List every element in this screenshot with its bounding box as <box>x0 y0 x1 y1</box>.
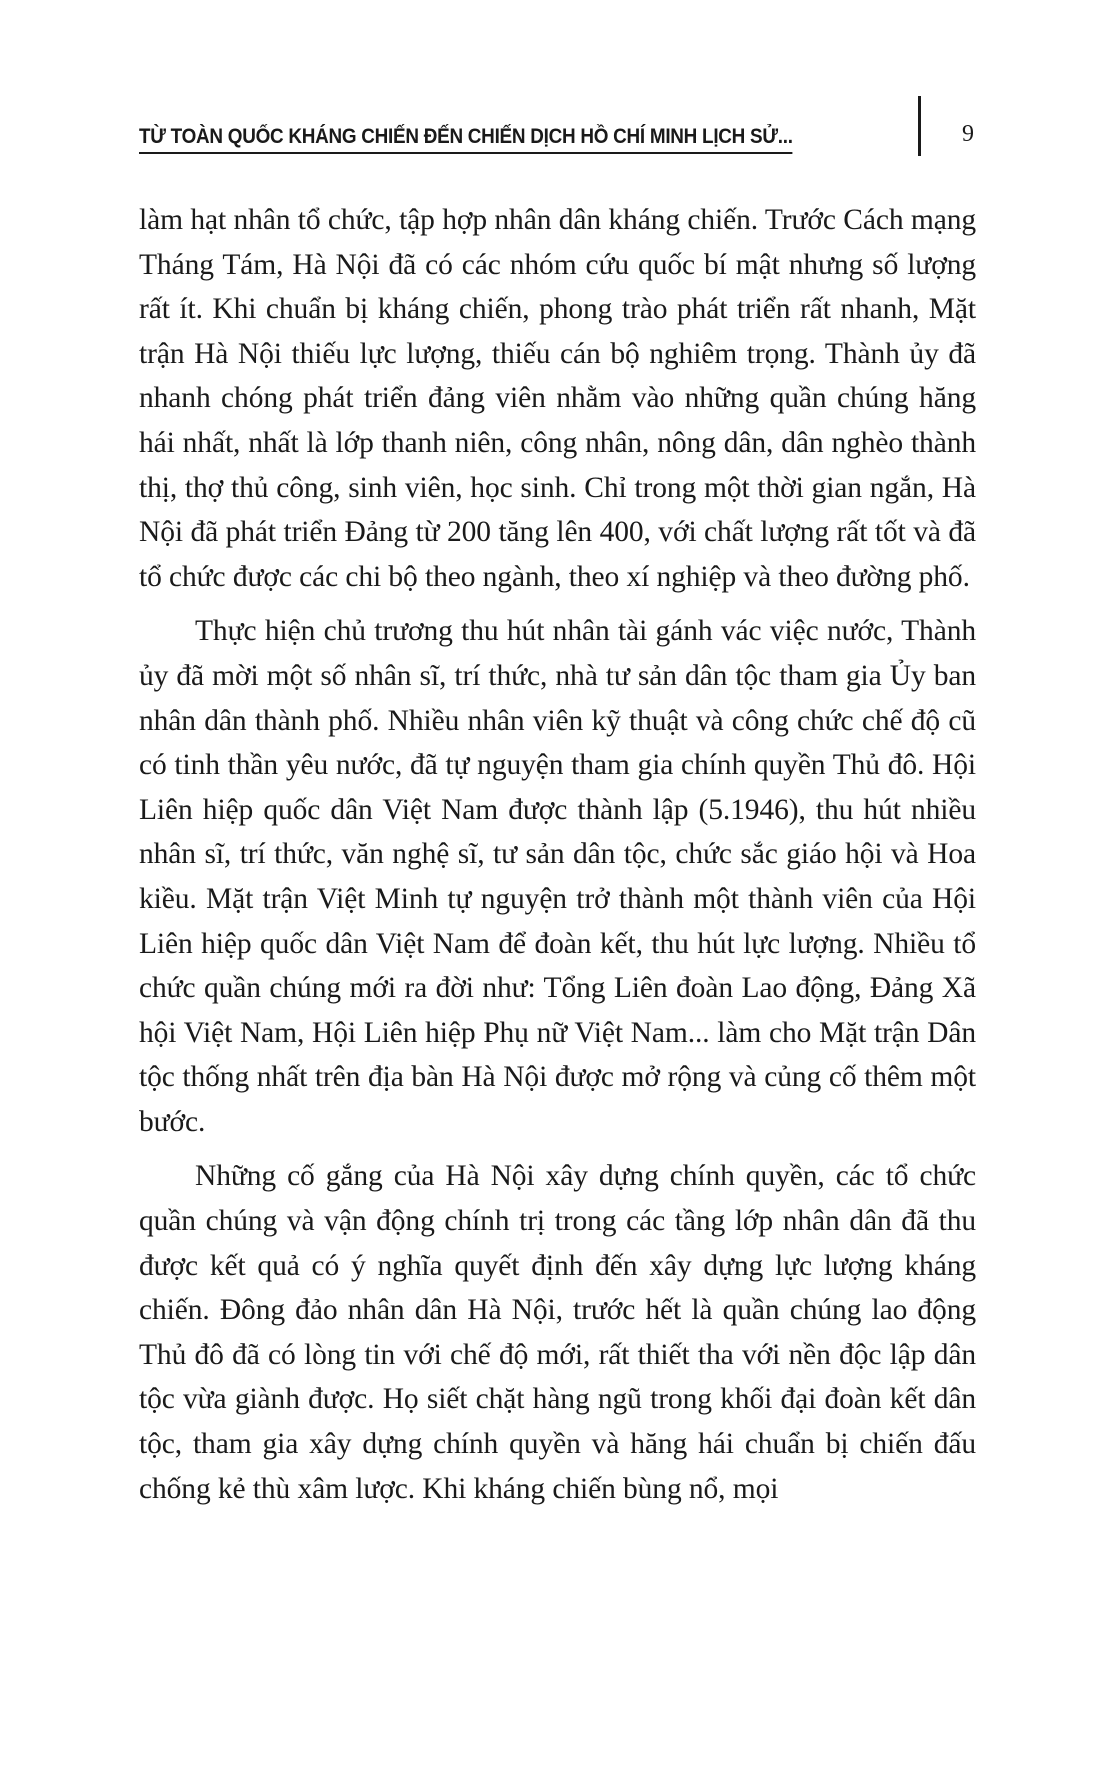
paragraph-3: Những cố gắng của Hà Nội xây dựng chính quyền, các tổ chức quần chúng và vận động chính trị trong các tầng lớp nhân dân đã thu được kết quả có ý nghĩa quyết định đến xây dựng lực lượng kháng chiến. Đông đảo nhân dân Hà Nội, trước hết là quần chúng lao động Thủ đô đã có lòng tin với chế độ mới, rất thiết tha với nền độc lập dân tộc vừa giành được. Họ siết chặt hàng ngũ trong khối đại đoàn kết dân tộc, tham gia xây dựng chính quyền và hăng hái chuẩn bị chiến đấu chống kẻ thù xâm lược. Khi kháng chiến bùng nổ, mọi <box>139 1160 976 1505</box>
paragraph-1: làm hạt nhân tổ chức, tập hợp nhân dân kháng chiến. Trước Cách mạng Tháng Tám, Hà Nội đã có các nhóm cứu quốc bí mật nhưng số lượng rất ít. Khi chuẩn bị kháng chiến, phong trào phát triển rất nhanh, Mặt trận Hà Nội thiếu lực lượng, thiếu cán bộ nghiêm trọng. Thành ủy đã nhanh chóng phát triển đảng viên nhằm vào những quần chúng hăng hái nhất, nhất là lớp thanh niên, công nhân, nông dân, dân nghèo thành thị, thợ thủ công, sinh viên, học sinh. Chỉ trong một thời gian ngắn, Hà Nội đã phát triển Đảng từ 200 tăng lên 400, với chất lượng rất tốt và đã tổ chức được các chi bộ theo ngành, theo xí nghiệp và theo đường phố. <box>139 204 976 593</box>
body-text <box>139 198 976 1521</box>
page-header <box>139 96 979 156</box>
header-vertical-rule <box>918 96 921 156</box>
paragraph-2: Thực hiện chủ trương thu hút nhân tài gánh vác việc nước, Thành ủy đã mời một số nhân sĩ, trí thức, nhà tư sản dân tộc tham gia Ủy ban nhân dân thành phố. Nhiều nhân viên kỹ thuật và công chức chế độ cũ có tinh thần yêu nước, đã tự nguyện tham gia chính quyền Thủ đô. Hội Liên hiệp quốc dân Việt Nam được thành lập (5.1946), thu hút nhiều nhân sĩ, trí thức, văn nghệ sĩ, tư sản dân tộc, chức sắc giáo hội và Hoa kiều. Mặt trận Việt Minh tự nguyện trở thành một thành viên của Hội Liên hiệp quốc dân Việt Nam để đoàn kết, thu hút lực lượng. Nhiều tổ chức quần chúng mới ra đời như: Tổng Liên đoàn Lao động, Đảng Xã hội Việt Nam, Hội Liên hiệp Phụ nữ Việt Nam... làm cho Mặt trận Dân tộc thống nhất trên địa bàn Hà Nội được mở rộng và củng cố thêm một bước. <box>139 615 976 1138</box>
running-title: TỪ TOÀN QUỐC KHÁNG CHIẾN ĐẾN CHIẾN DỊCH HỒ CHÍ MINH LỊCH SỬ... <box>139 124 793 154</box>
page-number: 9 <box>962 121 974 147</box>
